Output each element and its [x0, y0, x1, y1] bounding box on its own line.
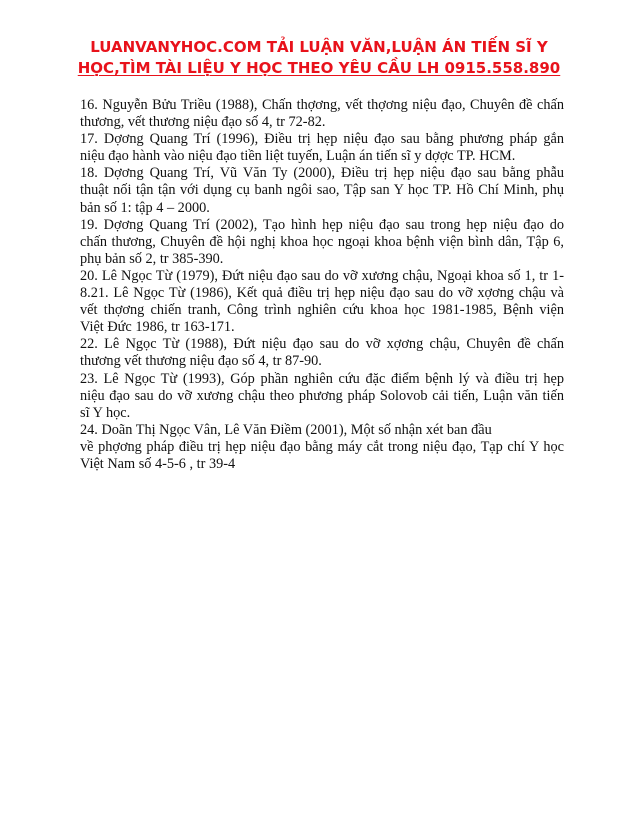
reference-line: thương vết thương niệu đạo số 4, tr 87-90. [80, 353, 322, 370]
reference-list [80, 97, 564, 473]
reference-line: phụ bản số 2, tr 385-390. [80, 250, 224, 267]
header-line-1: LUANVANYHOC.COM TẢI LUẬN VĂN,LUẬN ÁN TIẾN SĨ Y [90, 38, 548, 56]
reference-line: niệu đạo hành vào niệu đạo tiền liệt tuyến, Luận án tiến sĩ y dợợc TP. HCM. [80, 148, 516, 165]
reference-line: Việt Đức 1986, tr 163-171. [80, 319, 235, 336]
reference-line: 8.21. Lê Ngọc Từ (1986), Kết quả điều trị hẹp niệu đạo sau do vỡ xợơng chậu và [80, 285, 564, 302]
reference-line: Việt Nam số 4-5-6 , tr 39-4 [80, 455, 236, 472]
reference-line: 20. Lê Ngọc Từ (1979), Đứt niệu đạo sau do vỡ xương chậu, Ngoại khoa số 1, tr 1- [80, 267, 564, 284]
reference-line: thuật nối tận tận với dụng cụ banh ngôi sao, Tập san Y học TP. Hồ Chí Minh, phụ [80, 182, 564, 199]
reference-line: niệu đạo sau do vỡ xương chậu theo phương pháp Solovob cải tiến, Luận văn tiến [80, 387, 564, 404]
reference-line: 19. Dợơng Quang Trí (2002), Tạo hình hẹp niệu đạo sau trong hẹp niệu đạo do [80, 216, 564, 233]
reference-line: thương, vết thương niệu đạo số 4, tr 72-82. [80, 114, 326, 131]
reference-line: vết thợơng chiến tranh, Công trình nghiên cứu khoa học 1981-1985, Bệnh viện [80, 302, 564, 319]
reference-line: 16. Nguyễn Bửu Triều (1988), Chấn thợơng, vết thợơng niệu đạo, Chuyên đề chấn [80, 97, 564, 113]
reference-line: 17. Dợơng Quang Trí (1996), Điều trị hẹp niệu đạo sau bằng phương pháp gắn [80, 131, 564, 148]
reference-line: 18. Dợơng Quang Trí, Vũ Văn Ty (2000), Điều trị hẹp niệu đạo sau bằng phẫu [80, 165, 564, 182]
reference-line: chấn thương, Chuyên đề hội nghị khoa học ngoại khoa bệnh viện bình dân, Tập 6, [80, 233, 564, 250]
reference-line: sĩ Y học. [80, 404, 131, 421]
reference-line: về phợơng pháp điều trị hẹp niệu đạo bằng máy cắt trong niệu đạo, Tạp chí Y học [80, 438, 564, 455]
reference-line: 22. Lê Ngọc Từ (1988), Đứt niệu đạo sau do vỡ xợơng chậu, Chuyên đề chấn [80, 336, 564, 353]
page-header-banner [60, 37, 578, 79]
reference-line: 23. Lê Ngọc Từ (1993), Góp phần nghiên cứu đặc điểm bệnh lý và điều trị hẹp [80, 370, 564, 387]
reference-line: bản số 1: tập 4 – 2000. [80, 199, 210, 216]
header-line-2: HỌC,TÌM TÀI LIỆU Y HỌC THEO YÊU CẦU LH 0915.558.890 [77, 59, 561, 77]
reference-line: 24. Doãn Thị Ngọc Vân, Lê Văn Điềm (2001), Một số nhận xét ban đầu [80, 421, 492, 438]
